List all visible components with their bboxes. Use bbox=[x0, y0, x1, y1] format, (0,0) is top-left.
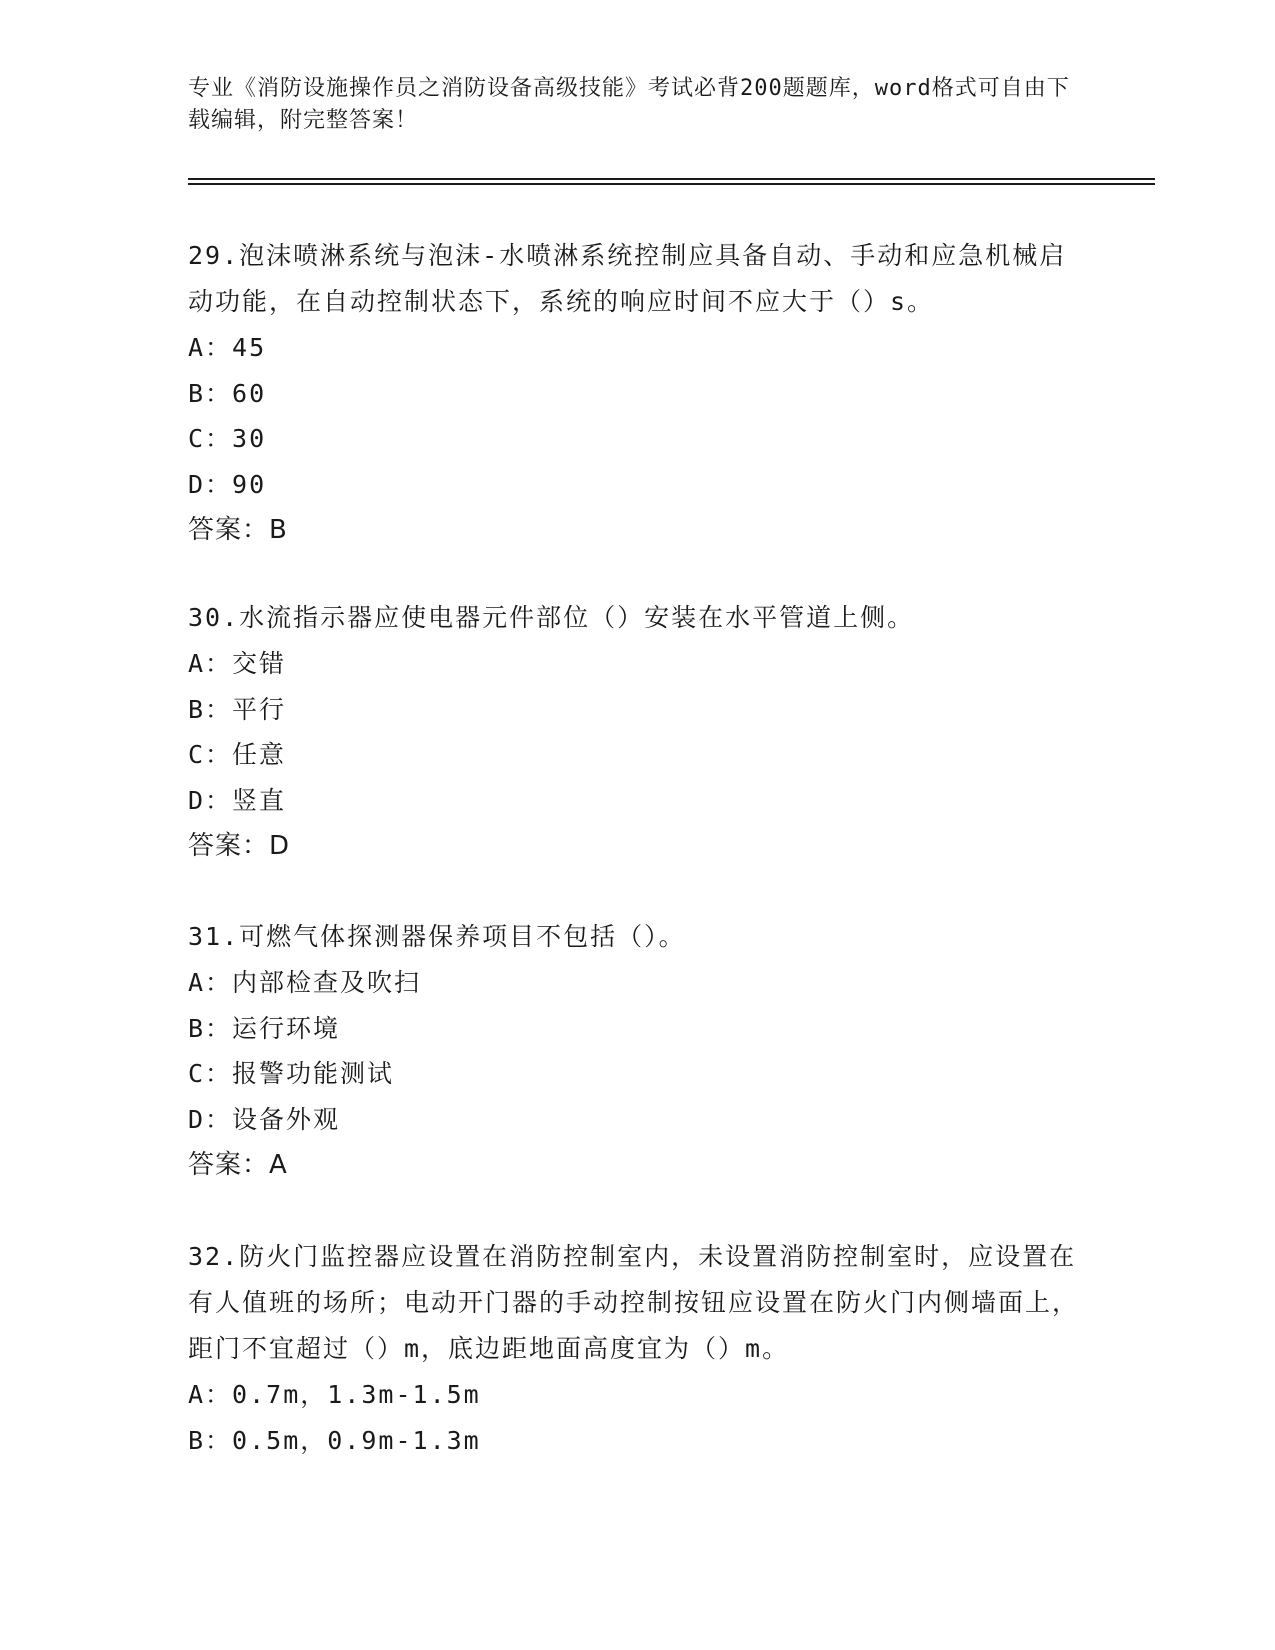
answer: 答案：D bbox=[188, 831, 291, 861]
question-stem: 31.可燃气体探测器保养项目不包括（）。 bbox=[188, 922, 686, 951]
question-stem: 30.水流指示器应使电器元件部位（）安装在水平管道上侧。 bbox=[188, 603, 915, 632]
option-c: C：任意 bbox=[188, 740, 287, 769]
option-a: A：0.7m，1.3m-1.5m bbox=[188, 1380, 481, 1409]
option-c: C：30 bbox=[188, 424, 267, 453]
answer: 答案：B bbox=[188, 515, 288, 545]
option-b: B：0.5m，0.9m-1.3m bbox=[188, 1425, 481, 1455]
header-divider-top bbox=[188, 178, 1155, 180]
option-d: D：90 bbox=[188, 469, 267, 499]
option-d: D：设备外观 bbox=[188, 1104, 341, 1134]
question-stem: 29.泡沫喷淋系统与泡沫-水喷淋系统控制应具备自动、手动和应急机械启动功能，在自动控制状态下，系统的响应时间不应大于（）s。 bbox=[188, 241, 1067, 316]
question-29 bbox=[188, 233, 1088, 553]
option-a: A：内部检查及吹扫 bbox=[188, 968, 422, 997]
document-header: 专业《消防设施操作员之消防设备高级技能》考试必背200题题库，word格式可自由下载编辑，附完整答案！ bbox=[188, 76, 1070, 133]
question-32 bbox=[188, 1234, 1088, 1463]
option-b: B：平行 bbox=[188, 694, 287, 724]
answer: 答案：A bbox=[188, 1150, 288, 1180]
question-stem: 32.防火门监控器应设置在消防控制室内，未设置消防控制室时，应设置在有人值班的场所；电动开门器的手动控制按钮应设置在防火门内侧墙面上，距门不宜超过（）m，底边距地面高度宜为（）m。 bbox=[188, 1242, 1080, 1363]
header-divider-bottom bbox=[188, 183, 1155, 185]
option-d: D：竖直 bbox=[188, 785, 287, 815]
option-a: A：45 bbox=[188, 333, 267, 362]
option-a: A：交错 bbox=[188, 649, 287, 678]
option-b: B：60 bbox=[188, 378, 267, 408]
question-30 bbox=[188, 595, 1088, 869]
option-b: B：运行环境 bbox=[188, 1013, 341, 1043]
question-31 bbox=[188, 914, 1088, 1188]
option-c: C：报警功能测试 bbox=[188, 1059, 395, 1088]
